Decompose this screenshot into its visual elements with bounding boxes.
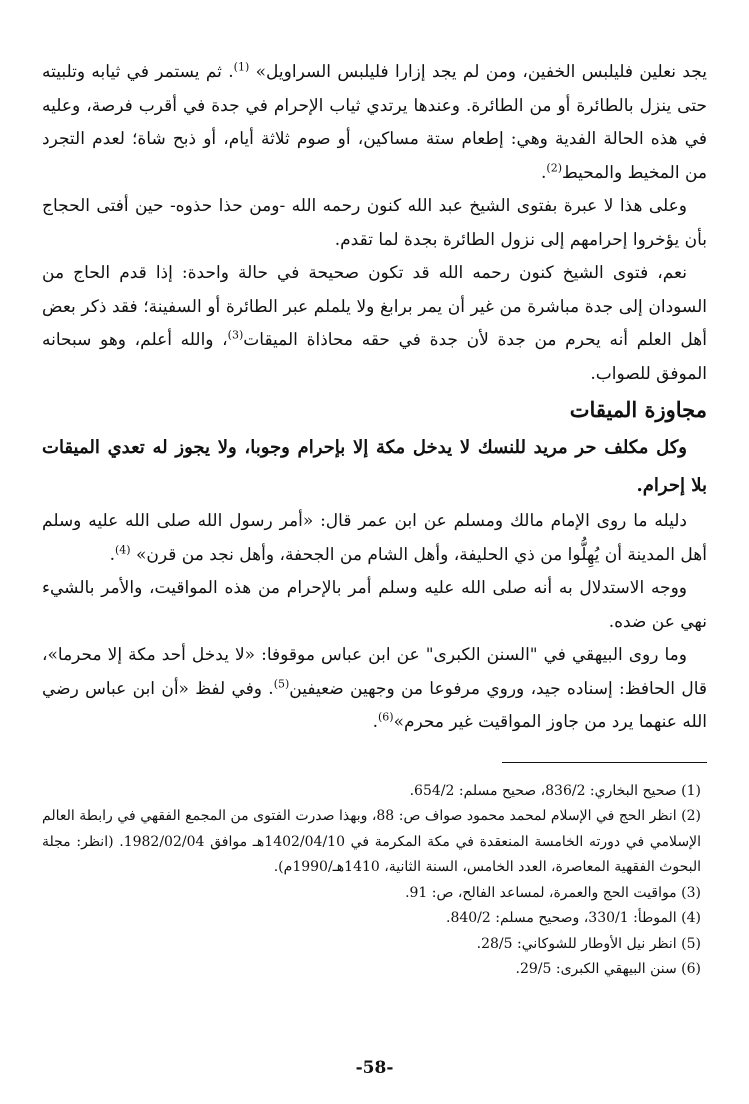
footnote-6: (6) سنن البيهقي الكبرى: 29/5. (515, 961, 701, 977)
paragraph-6: وما روى البيهقي في "السنن الكبرى" عن ابن عباس موقوفا: «لا يدخل أحد مكة إلا محرما»، قال الحافظ: إسناده جيد، وروي مرفوعا من وجهين ضعيفين$^{(5)}$. وفي لفظ «أن ابن عباس رضي الله عنهما يرد من جاوز المواقيت غير محرم»$^{(6)}$. (42, 645, 707, 732)
paragraph-5: ووجه الاستدلال به أنه صلى الله عليه وسلم أمر بالإحرام من هذه المواقيت، والأمر بالشيء نهي عن ضده. (42, 578, 707, 632)
paragraph-6-continuation: . وفي لفظ «أن ابن عباس رضي الله عنهما يرد من جاوز المواقيت غير محرم» (42, 678, 707, 732)
paragraph-1-continuation: . ثم يستمر في ثيابه وتلبيته حتى ينزل بالطائرة أو من الطائرة. وعندها يرتدي ثياب الإحرام في جدة في أقرب فرصة، وعليه في هذه الحالة الفدية وهي: إطعام ستة مساكين، أو صوم ثلاثة أيام، أو ذبح شاة؛ لعدم التجرد من المخيط والمحيط (42, 62, 707, 183)
paragraph-6-text: وما روى البيهقي في "السنن الكبرى" عن ابن عباس موقوفا: «لا يدخل أحد مكة إلا محرما»، قال الحافظ: إسناده جيد، وروي مرفوعا من وجهين ضعيفين (42, 645, 707, 699)
paragraph-3-continuation: ، والله أعلم، وهو سبحانه الموفق للصواب. (42, 330, 707, 384)
footnote-ref-2: (2) (546, 160, 562, 174)
footnote-ref-5: (5) (273, 676, 290, 690)
footnotes (42, 779, 707, 983)
footnote-ref-3: (3) (227, 328, 244, 342)
paragraph-3 (42, 257, 707, 391)
paragraph-1: يجد نعلين فليلبس الخفين، ومن لم يجد إزارا فليلبس السراويل» $^{(1)}$. ثم يستمر في ثيابه وتلبيته حتى ينزل بالطائرة أو من الطائرة. وعندها يرتدي ثياب الإحرام في جدة في أقرب فرصة، وعليه في هذه الحالة الفدية وهي: إطعام ستة مساكين، أو صوم ثلاثة أيام، أو ذبح شاة؛ لعدم التجرد من المخيط والمحيط$^{(2)}$. (42, 60, 708, 183)
footnote-divider (502, 762, 707, 763)
section-rule: وكل مكلف حر مريد للنسك لا يدخل مكة إلا بإحرام وجوبا، ولا يجوز له تعدي الميقات بلا إحرام. (42, 437, 707, 496)
section-heading: مجاوزة الميقات (569, 397, 707, 422)
paragraph-4: دليله ما روى الإمام مالك ومسلم عن ابن عمر قال: «أمر رسول الله صلى الله عليه وسلم أهل المدينة أن يُهِلُّوا من ذي الحليفة، وأهل الشام من الجحفة، وأهل نجد من قرن» $^{(4)}$. (42, 511, 707, 565)
paragraph-2: وعلى هذا لا عبرة بفتوى الشيخ عبد الله كنون رحمه الله -ومن حذا حذوه- حين أفتى الحجاج بأن يؤخروا إحرامهم إلى نزول الطائرة بجدة لما تقدم. (42, 196, 707, 250)
footnote-1: (1) صحيح البخاري: 836/2، صحيح مسلم: 654/2. (409, 782, 701, 799)
footnote-ref-6: (6) (378, 710, 394, 724)
footnote-ref-1: (1) (233, 60, 250, 74)
footnote-ref-4: (4) (115, 542, 131, 556)
footnote-3: (3) مواقيت الحج والعمرة، لمساعد الفالح، ص: 91. (405, 884, 701, 901)
footnote-5: (5) انظر نيل الأوطار للشوكاني: 28/5. (476, 935, 701, 952)
paragraph-4-text: دليله ما روى الإمام مالك ومسلم عن ابن عمر قال: «أمر رسول الله صلى الله عليه وسلم أهل المدينة أن يُهِلُّوا من ذي الحليفة، وأهل الشام من الجحفة، وأهل نجد من قرن» (42, 511, 707, 565)
page-number: -58- (355, 1058, 394, 1078)
paragraph-1-text: يجد نعلين فليلبس الخفين، ومن لم يجد إزارا فليلبس السراويل» (255, 62, 708, 82)
footnote-2: (2) انظر الحج في الإسلام لمحمد محمود صواف ص: 88، وبهذا صدرت الفتوى من المجمع الفقهي في رابطة العالم الإسلامي في دورته الخامسة المنعقدة في مكة المكرمة في 1402/04/10هـ موافق 1982/02/04. (انظر: مجلة البحوث الفقهية المعاصرة، العدد الخامس، السنة الثانية، 1410هـ/1990م). (42, 808, 702, 875)
footnote-4: (4) الموطأ: 330/1، وصحيح مسلم: 840/2. (445, 910, 701, 926)
paragraph-3-text: نعم، فتوى الشيخ كنون رحمه الله قد تكون صحيحة في حالة واحدة: إذا قدم الحاج من السودان إلى جدة مباشرة من غير أن يمر برابغ ولا يلملم عبر الطائرة أو السفينة؛ فقد ذكر بعض أهل العلم أنه يحرم من جدة لأن جدة في حقه محاذاة الميقات (42, 263, 707, 350)
